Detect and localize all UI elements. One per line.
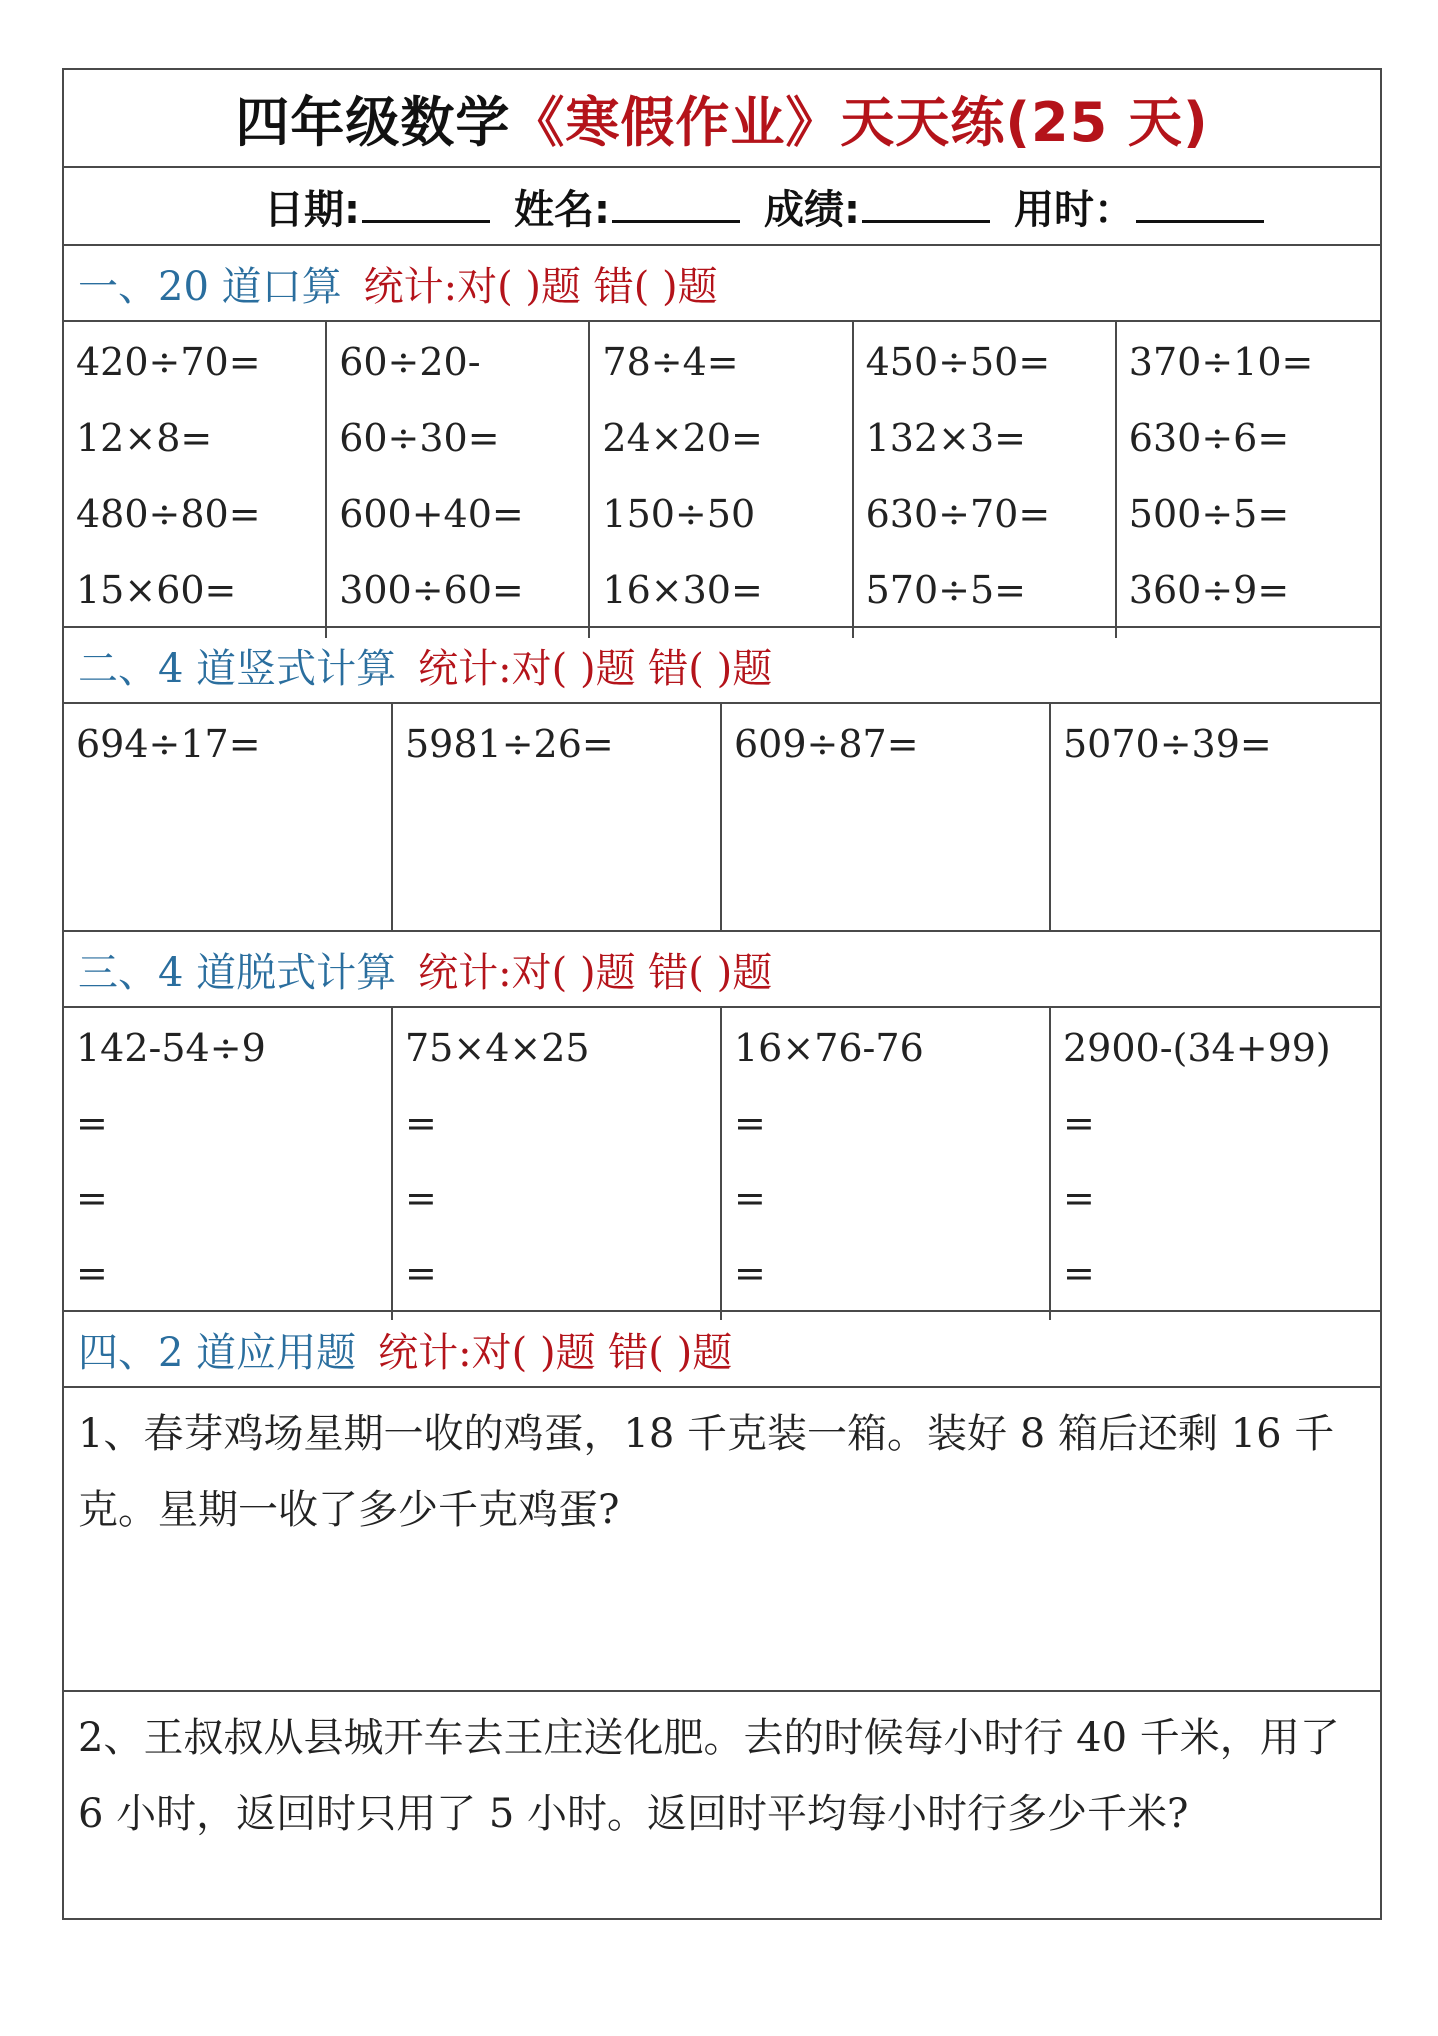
score-blank[interactable]	[862, 186, 990, 223]
step-equals: =	[76, 1251, 108, 1295]
vertical-calc-cell[interactable]	[722, 704, 1051, 930]
vertical-calc-problem: 5981÷26=	[405, 722, 614, 766]
time-blank[interactable]	[1136, 186, 1264, 223]
step-equals: =	[734, 1251, 766, 1295]
vertical-calc-cell[interactable]	[64, 704, 393, 930]
oral-calc-item: 630÷6=	[1128, 416, 1290, 460]
vertical-calc-problem: 694÷17=	[76, 722, 261, 766]
oral-calc-grid	[64, 322, 1380, 628]
section1-stats: 统计:对( )题 错( )题	[363, 263, 718, 310]
vertical-calc-grid	[64, 704, 1380, 932]
vertical-calc-cell[interactable]	[1051, 704, 1380, 930]
oral-calc-item: 360÷9=	[1128, 568, 1290, 612]
section2-title: 二、4 道竖式计算	[78, 645, 397, 692]
oral-calc-item: 370÷10=	[1128, 340, 1314, 384]
word-problem-1[interactable]	[64, 1388, 1380, 1692]
step-equals: =	[76, 1176, 108, 1220]
step-calc-cell[interactable]	[1051, 1008, 1380, 1320]
oral-calc-item: 12×8=	[76, 416, 213, 460]
vertical-calc-cell[interactable]	[393, 704, 722, 930]
oral-calc-item: 132×3=	[865, 416, 1026, 460]
oral-calc-item: 150÷50	[602, 492, 756, 536]
oral-calc-item: 60÷30=	[339, 416, 500, 460]
step-calc-problem: 2900-(34+99)	[1063, 1026, 1331, 1070]
word-problem-text: 2、王叔叔从县城开车去王庄送化肥。去的时候每小时行 40 千米，用了 6 小时，返回时只用了 5 小时。返回时平均每小时行多少千米?	[78, 1715, 1340, 1837]
oral-calc-item: 600+40=	[339, 492, 524, 536]
oral-calc-column	[854, 322, 1117, 638]
title-prefix: 四年级数学	[235, 90, 511, 154]
oral-calc-item: 60÷20-	[339, 340, 481, 384]
step-equals: =	[76, 1101, 108, 1145]
oral-calc-item: 15×60=	[76, 568, 237, 612]
word-problem-text: 1、春芽鸡场星期一收的鸡蛋，18 千克装一箱。装好 8 箱后还剩 16 千克。星期一收了多少千克鸡蛋?	[78, 1411, 1335, 1533]
oral-calc-item: 300÷60=	[339, 568, 524, 612]
vertical-calc-problem: 5070÷39=	[1063, 722, 1272, 766]
info-row	[64, 168, 1380, 246]
time-label: 用时：	[1014, 186, 1134, 233]
section3-title: 三、4 道脱式计算	[78, 949, 397, 996]
oral-calc-item: 24×20=	[602, 416, 763, 460]
oral-calc-item: 78÷4=	[602, 340, 739, 384]
step-equals: =	[734, 1176, 766, 1220]
oral-calc-item: 500÷5=	[1128, 492, 1290, 536]
name-field[interactable]	[514, 178, 740, 235]
name-blank[interactable]	[612, 186, 740, 223]
section4-title: 四、2 道应用题	[78, 1329, 357, 1376]
section3-stats: 统计:对( )题 错( )题	[418, 949, 773, 996]
step-calc-problem: 75×4×25	[405, 1026, 590, 1070]
step-equals: =	[734, 1101, 766, 1145]
step-calc-cell[interactable]	[722, 1008, 1051, 1320]
section3-heading	[64, 932, 1380, 1008]
step-equals: =	[1063, 1251, 1095, 1295]
score-label: 成绩:	[764, 186, 860, 233]
oral-calc-column	[590, 322, 853, 638]
oral-calc-column	[64, 322, 327, 638]
step-equals: =	[1063, 1176, 1095, 1220]
oral-calc-column	[327, 322, 590, 638]
date-field[interactable]	[264, 178, 490, 235]
section2-stats: 统计:对( )题 错( )题	[418, 645, 773, 692]
oral-calc-item: 570÷5=	[865, 568, 1026, 612]
worksheet	[62, 68, 1382, 1920]
step-calc-problem: 16×76-76	[734, 1026, 924, 1070]
step-equals: =	[405, 1101, 437, 1145]
vertical-calc-problem: 609÷87=	[734, 722, 919, 766]
score-field[interactable]	[764, 178, 990, 235]
oral-calc-item: 420÷70=	[76, 340, 261, 384]
step-calc-problem: 142-54÷9	[76, 1026, 266, 1070]
title-highlight: 《寒假作业》天天练(25 天)	[510, 90, 1209, 154]
step-equals: =	[405, 1251, 437, 1295]
step-calc-cell[interactable]	[64, 1008, 393, 1320]
step-calc-cell[interactable]	[393, 1008, 722, 1320]
worksheet-title	[64, 70, 1380, 168]
oral-calc-item: 16×30=	[602, 568, 763, 612]
oral-calc-item: 630÷70=	[865, 492, 1051, 536]
time-field[interactable]	[1014, 178, 1264, 235]
step-calc-grid	[64, 1008, 1380, 1312]
oral-calc-column	[1117, 322, 1380, 638]
oral-calc-item: 450÷50=	[865, 340, 1051, 384]
date-label: 日期:	[264, 186, 360, 233]
date-blank[interactable]	[362, 186, 490, 223]
step-equals: =	[405, 1176, 437, 1220]
section4-heading	[64, 1312, 1380, 1388]
section4-stats: 统计:对( )题 错( )题	[378, 1329, 733, 1376]
section1-heading	[64, 246, 1380, 322]
oral-calc-item: 480÷80=	[76, 492, 261, 536]
section2-heading	[64, 628, 1380, 704]
word-problem-2[interactable]	[64, 1692, 1380, 1918]
step-equals: =	[1063, 1101, 1095, 1145]
name-label: 姓名:	[514, 186, 610, 233]
section1-title: 一、20 道口算	[78, 263, 342, 310]
